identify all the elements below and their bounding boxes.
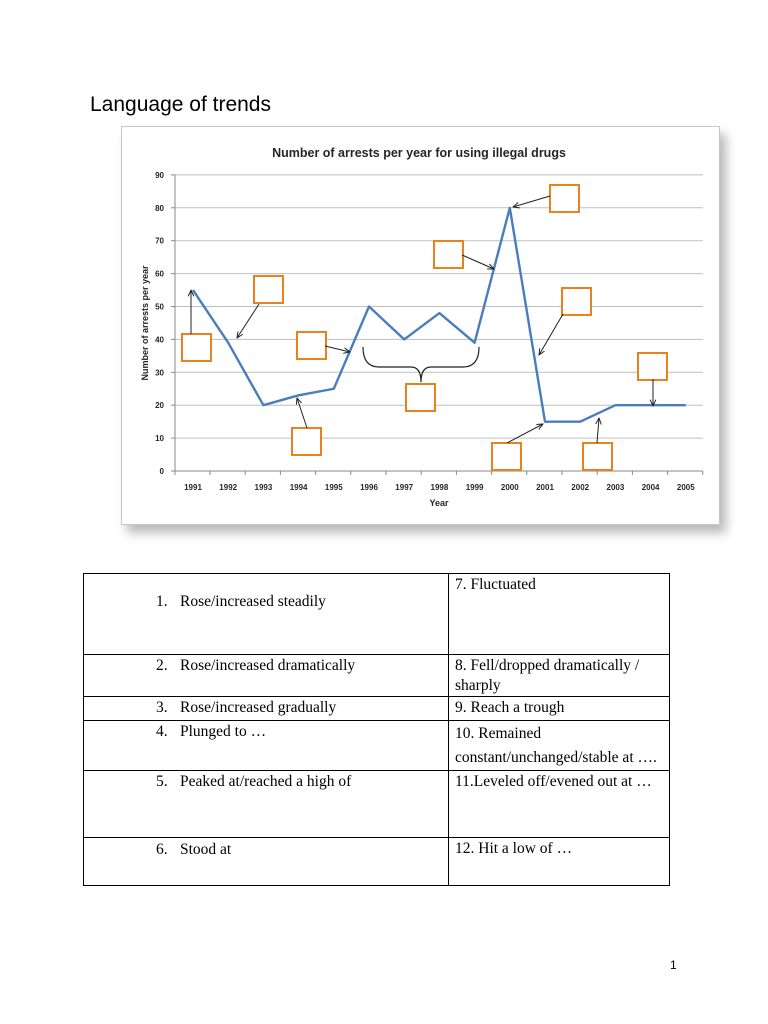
- data-point: [226, 341, 230, 345]
- chart-title: Number of arrests per year for using illegal drugs: [272, 146, 566, 160]
- item-number: 6.: [156, 841, 168, 858]
- item-text: Plunged to …: [180, 723, 267, 740]
- table-row: [84, 838, 670, 886]
- data-point: [473, 341, 477, 345]
- answer-box: [492, 443, 521, 470]
- x-axis-label: Year: [429, 498, 449, 508]
- data-point: [578, 420, 582, 424]
- item-number: 1.: [156, 593, 168, 610]
- table-cell-left: [84, 771, 449, 838]
- answer-box: [292, 428, 321, 455]
- table-cell-right: 8. Fell/dropped dramatically / sharply: [449, 655, 670, 697]
- callout-arrow: [597, 418, 599, 443]
- annotations: [182, 185, 667, 470]
- x-tick-label: 1996: [360, 483, 378, 492]
- table-row: [84, 574, 670, 655]
- data-point: [332, 387, 336, 391]
- y-tick-label: 90: [155, 170, 164, 180]
- answer-box: [583, 443, 612, 470]
- callout-arrow: [513, 196, 550, 207]
- item-text: Rose/increased steadily: [180, 593, 326, 610]
- y-tick-label: 0: [159, 467, 164, 476]
- answer-box: [550, 185, 579, 212]
- x-tick-label: 1998: [430, 483, 449, 492]
- x-tick-label: 2003: [606, 483, 625, 492]
- y-tick-label: 70: [155, 236, 164, 246]
- table-cell-left: [84, 574, 449, 655]
- table-cell-right: 11.Leveled off/evened out at …: [449, 771, 670, 838]
- gridlines: [171, 175, 703, 475]
- callout-arrow: [297, 398, 307, 428]
- page-number: 1: [670, 958, 677, 972]
- data-point: [684, 403, 688, 407]
- x-tick-label: 1992: [219, 483, 238, 492]
- item-number: 3.: [156, 699, 168, 716]
- table-cell-left: [84, 697, 449, 721]
- table-row: [84, 697, 670, 721]
- y-tick-label: 10: [155, 434, 164, 444]
- table-row: [84, 655, 670, 697]
- table-row: [84, 771, 670, 838]
- item-text: Stood at: [180, 841, 232, 858]
- x-tick-label: 1994: [289, 483, 308, 492]
- x-tick-label: 1995: [324, 483, 343, 492]
- x-tick-label: 1997: [395, 483, 414, 492]
- trend-vocabulary-table: [83, 573, 670, 886]
- item-number: 5.: [156, 773, 168, 790]
- answer-box: [562, 288, 591, 315]
- x-tick-label: 1991: [184, 483, 202, 492]
- table-row: [84, 721, 670, 771]
- answer-box: [254, 276, 283, 303]
- x-tick-label: 2005: [676, 483, 695, 492]
- data-point: [649, 403, 653, 407]
- callout-arrow: [539, 314, 563, 355]
- y-axis-label: Number of arrests per year: [140, 265, 150, 381]
- table-cell-left: [84, 721, 449, 771]
- table-cell-right: 12. Hit a low of …: [449, 838, 670, 886]
- callout-arrow: [237, 304, 259, 338]
- item-number: 2.: [156, 657, 168, 674]
- x-tick-labels: [184, 483, 695, 492]
- data-point: [543, 420, 547, 424]
- y-tick-label: 20: [155, 401, 164, 411]
- callout-arrow: [507, 424, 543, 443]
- x-tick-label: 1993: [254, 483, 273, 492]
- table-cell-right: 10. Remained constant/unchanged/stable at ….: [449, 721, 670, 771]
- data-point: [297, 393, 301, 397]
- table-cell-left: [84, 838, 449, 886]
- answer-box: [638, 353, 667, 380]
- table-cell-right: 9. Reach a trough: [449, 697, 670, 721]
- table-cell-left: [84, 655, 449, 697]
- answer-box: [297, 332, 326, 359]
- callout-arrow: [325, 346, 350, 352]
- fluctuation-brace: [363, 347, 479, 382]
- item-number: 4.: [156, 723, 168, 740]
- data-point: [437, 311, 441, 315]
- data-point: [191, 288, 195, 292]
- y-tick-label: 60: [155, 269, 164, 279]
- y-tick-labels: [155, 171, 164, 476]
- y-tick-label: 80: [155, 203, 164, 213]
- data-point: [613, 403, 617, 407]
- y-tick-label: 30: [155, 368, 164, 378]
- chart-frame: [121, 126, 720, 525]
- y-tick-label: 50: [155, 302, 164, 312]
- item-text: Rose/increased gradually: [180, 699, 337, 716]
- data-point: [402, 337, 406, 341]
- x-tick-label: 1999: [465, 483, 484, 492]
- answer-box: [434, 241, 463, 268]
- y-tick-label: 40: [155, 335, 164, 345]
- item-text: Peaked at/reached a high of: [180, 773, 352, 790]
- item-text: Rose/increased dramatically: [180, 657, 356, 674]
- x-tick-label: 2002: [571, 483, 590, 492]
- table-cell-right: 7. Fluctuated: [449, 574, 670, 655]
- data-point: [508, 206, 512, 210]
- line-chart: [1, 1, 768, 561]
- data-point: [261, 403, 265, 407]
- answer-box: [406, 384, 435, 411]
- x-tick-label: 2004: [641, 483, 660, 492]
- page-heading: Language of trends: [90, 93, 271, 116]
- data-points: [191, 206, 688, 424]
- answer-box: [182, 334, 211, 361]
- data-point: [367, 305, 371, 309]
- x-tick-label: 2000: [500, 483, 519, 492]
- callout-arrow: [462, 255, 494, 269]
- x-tick-label: 2001: [536, 483, 554, 492]
